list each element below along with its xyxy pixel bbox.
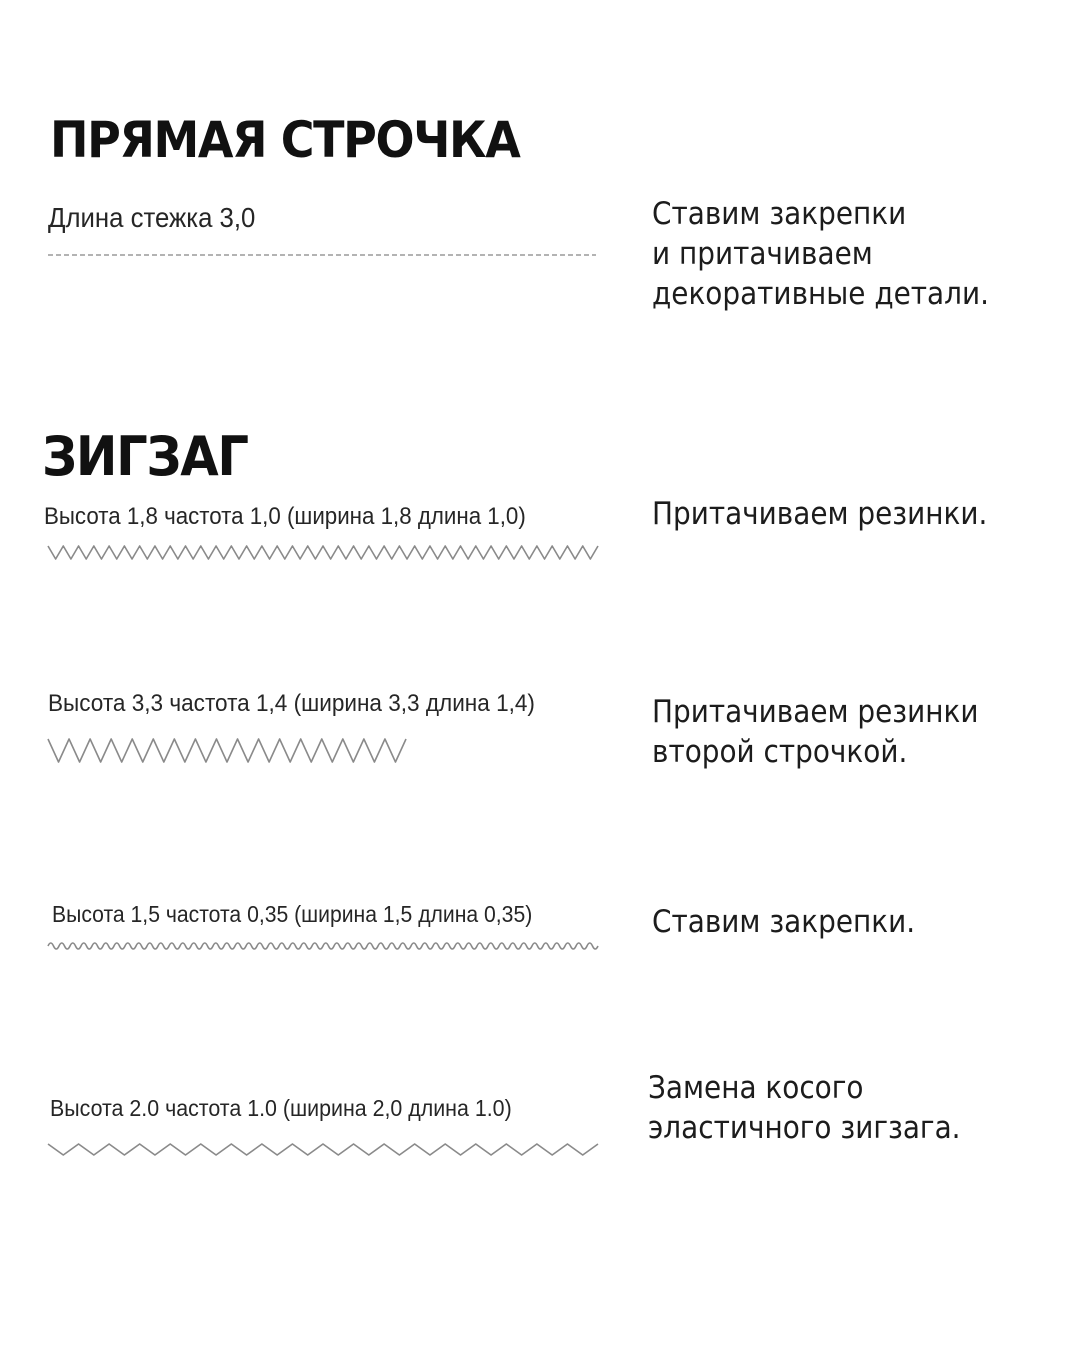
description-line: Притачиваем резинки. bbox=[652, 496, 988, 532]
zigzag-sample-3 bbox=[48, 940, 598, 954]
description-line: второй строчкой. bbox=[652, 734, 908, 770]
zigzag-description-2 bbox=[652, 692, 978, 772]
zigzag-stitch-path bbox=[48, 943, 598, 949]
description-line: Ставим закрепки bbox=[652, 196, 907, 232]
description-line: и притачиваем bbox=[652, 236, 873, 272]
zigzag-description-4 bbox=[648, 1068, 961, 1148]
zigzag-description-1 bbox=[652, 494, 987, 534]
straight-stitch-label: Длина стежка 3,0 bbox=[48, 202, 256, 233]
straight-stitch-description bbox=[652, 194, 989, 314]
description-line: декоративные детали. bbox=[652, 276, 989, 312]
zigzag-sample-1 bbox=[48, 545, 598, 561]
zigzag-sample-4 bbox=[48, 1143, 598, 1157]
zigzag-sample-2 bbox=[48, 738, 408, 764]
straight-stitch-sample bbox=[48, 250, 598, 260]
zigzag-label-4: Высота 2.0 частота 1.0 (ширина 2,0 длина 1.0) bbox=[50, 1095, 512, 1121]
zigzag-description-3 bbox=[652, 902, 915, 942]
zigzag-stitch-path bbox=[48, 739, 406, 762]
zigzag-stitch-path bbox=[48, 1144, 598, 1155]
zigzag-stitch-path bbox=[48, 546, 598, 559]
zigzag-title: ЗИГЗАГ bbox=[42, 425, 248, 488]
zigzag-label-3: Высота 1,5 частота 0,35 (ширина 1,5 длина 0,35) bbox=[52, 901, 533, 927]
straight-stitch-title: ПРЯМАЯ СТРОЧКА bbox=[50, 111, 520, 169]
description-line: Ставим закрепки. bbox=[652, 904, 916, 940]
zigzag-label-2: Высота 3,3 частота 1,4 (ширина 3,3 длина 1,4) bbox=[48, 690, 535, 717]
description-line: Замена косого bbox=[648, 1070, 864, 1106]
description-line: эластичного зигзага. bbox=[648, 1110, 961, 1146]
zigzag-label-1: Высота 1,8 частота 1,0 (ширина 1,8 длина 1,0) bbox=[44, 503, 526, 530]
description-line: Притачиваем резинки bbox=[652, 694, 979, 730]
